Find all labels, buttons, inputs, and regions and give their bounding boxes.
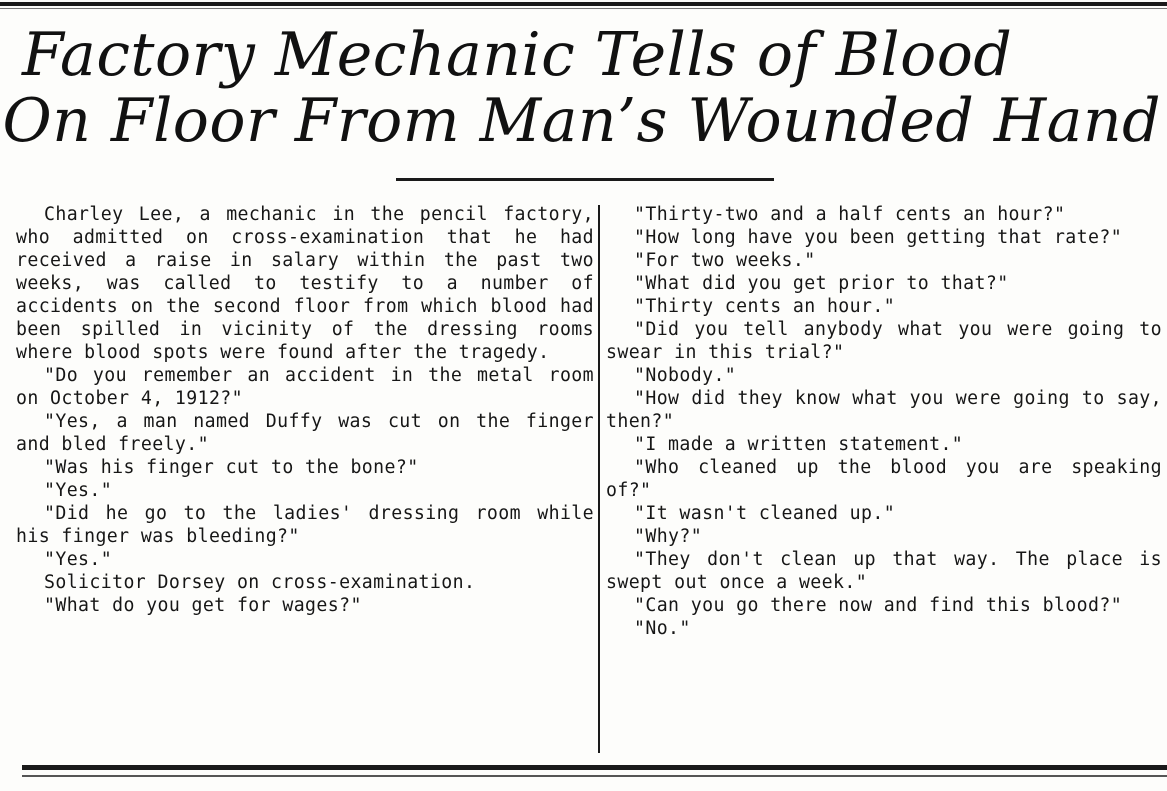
paragraph: "Nobody." <box>634 365 737 386</box>
paragraph: "It wasn't cleaned up." <box>634 503 896 524</box>
paragraph: Charley Lee, a mechanic in the pencil factory, who admitted on cross-examination that he had received a raise in salary within the past two weeks, was called to testify to a number of accidents on the second floor from which blood had been spilled in vicinity of the dressing rooms where blood spots were found after the tragedy. <box>16 204 594 363</box>
paragraph: "How long have you been getting that rate?" <box>634 227 1123 248</box>
headline <box>0 22 1167 154</box>
paragraph: "Was his finger cut to the bone?" <box>44 457 419 478</box>
top-rule <box>0 2 1167 6</box>
paragraph: "Yes." <box>44 480 113 501</box>
paragraph: "Yes." <box>44 549 113 570</box>
paragraph: "Who cleaned up the blood you are speaking of?" <box>606 457 1162 501</box>
paragraph: "How did they know what you were going to say, then?" <box>606 388 1162 432</box>
paragraph: "I made a written statement." <box>634 434 964 455</box>
article-column-left <box>16 203 594 617</box>
paragraph: "Did you tell anybody what you were going to swear in this trial?" <box>606 319 1162 363</box>
paragraph: Solicitor Dorsey on cross-examination. <box>44 572 476 593</box>
paragraph: "What did you get prior to that?" <box>634 273 1009 294</box>
column-divider <box>598 205 600 753</box>
headline-divider <box>396 178 774 181</box>
paragraph: "They don't clean up that way. The place is swept out once a week." <box>606 549 1162 593</box>
paragraph: "Did he go to the ladies' dressing room while his finger was bleeding?" <box>16 503 594 547</box>
headline-line-1: Factory Mechanic Tells of Blood <box>22 20 1013 90</box>
paragraph: "Why?" <box>634 526 703 547</box>
bottom-rule <box>22 765 1167 770</box>
paragraph: "For two weeks." <box>634 250 816 271</box>
paragraph: "Yes, a man named Duffy was cut on the finger and bled freely." <box>16 411 594 455</box>
top-rule-thin <box>0 8 1167 9</box>
paragraph: "Thirty cents an hour." <box>634 296 896 317</box>
bottom-rule-thin <box>22 775 1167 777</box>
paragraph: "Can you go there now and find this blood?" <box>634 595 1123 616</box>
article-column-right <box>606 203 1162 640</box>
paragraph: "Do you remember an accident in the metal room on October 4, 1912?" <box>16 365 594 409</box>
paragraph: "No." <box>634 618 691 639</box>
headline-line-2: On Floor From Man’s Wounded Hand <box>2 86 1161 156</box>
paragraph: "What do you get for wages?" <box>44 595 362 616</box>
paragraph: "Thirty-two and a half cents an hour?" <box>634 204 1066 225</box>
